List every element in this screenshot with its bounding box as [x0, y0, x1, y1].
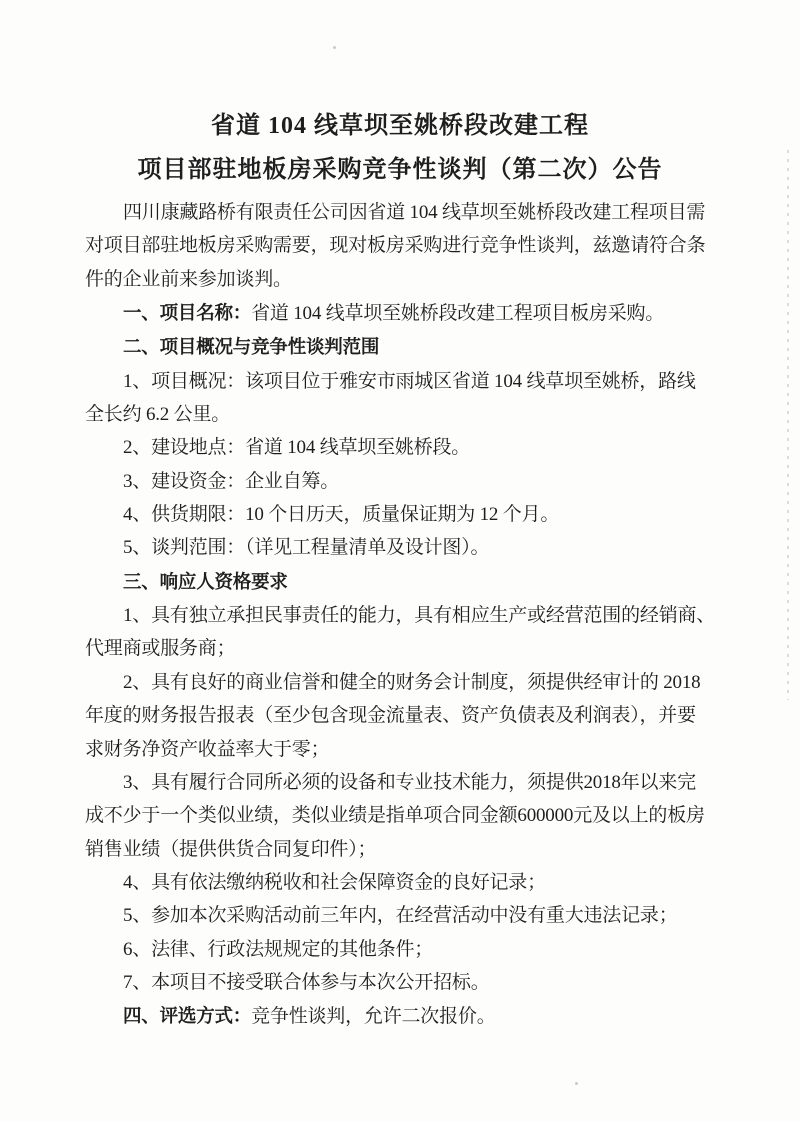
- text-segment: 4、具有依法缴纳税收和社会保障资金的良好记录；: [123, 871, 546, 893]
- text-segment: 2、建设地点：省道 104 线草坝至姚桥段。: [123, 437, 471, 459]
- heading-segment: 一、项目名称：: [123, 302, 252, 324]
- text-line: [85, 296, 725, 330]
- text-line: [85, 799, 725, 832]
- text-segment: 竞争性谈判，允许二次报价。: [251, 1006, 496, 1028]
- title-line-2: 项目部驻地板房采购竞争性谈判（第二次）公告: [137, 157, 663, 183]
- text-line: [85, 733, 725, 766]
- text-segment: 2、具有良好的商业信誉和健全的财务会计制度，须提供经审计的 2018: [123, 671, 701, 693]
- document-body: [85, 196, 725, 1034]
- text-segment: 全长约 6.2 公里。: [85, 404, 231, 426]
- text-segment: 7、本项目不接受联合体参与本次公开招标。: [123, 971, 490, 993]
- text-segment: 5、参加本次采购活动前三年内，在经营活动中没有重大违法记录；: [123, 905, 678, 927]
- text-line: [85, 365, 725, 398]
- text-segment: 3、建设资金：企业自筹。: [123, 470, 340, 492]
- text-segment: 件的企业前来参加谈判。: [85, 268, 292, 290]
- text-line: [85, 899, 725, 932]
- text-segment: 1、项目概况：该项目位于雅安市雨城区省道 104 线草坝至姚桥，路线: [123, 370, 696, 392]
- text-line: [85, 263, 725, 296]
- text-segment: 代理商或服务商；: [85, 638, 236, 660]
- text-line: [85, 196, 725, 229]
- text-line: [85, 465, 725, 498]
- text-segment: 4、供货期限：10 个日历天，质量保证期为 12 个月。: [123, 504, 560, 526]
- text-segment: 对项目部驻地板房采购需要，现对板房采购进行竞争性谈判，兹邀请符合条: [85, 235, 706, 257]
- text-segment: 5、谈判范围：（详见工程量清单及设计图）。: [123, 537, 490, 559]
- heading-segment: 三、响应人资格要求: [123, 570, 288, 592]
- text-line: [85, 866, 725, 899]
- text-line: [85, 966, 725, 999]
- text-line: [85, 999, 725, 1033]
- text-line: [85, 398, 725, 431]
- text-line: [85, 498, 725, 531]
- text-segment: 年度的财务报告报表（至少包含现金流量表、资产负债表及利润表），并要: [85, 705, 696, 727]
- text-line: [85, 565, 725, 599]
- text-line: [85, 766, 725, 799]
- text-line: [85, 632, 725, 665]
- scan-artifact-speck: [333, 46, 336, 49]
- text-line: [85, 330, 725, 364]
- document-title: [0, 104, 800, 192]
- text-segment: 省道 104 线草坝至姚桥段改建工程项目板房采购。: [251, 303, 665, 325]
- text-segment: 6、法律、行政法规规定的其他条件；: [123, 938, 434, 960]
- scan-artifact-edge: [787, 150, 789, 700]
- text-segment: 1、具有独立承担民事责任的能力，具有相应生产或经营范围的经销商、: [123, 605, 716, 627]
- title-line-1: 省道 104 线草坝至姚桥段改建工程: [211, 113, 589, 139]
- text-line: [85, 229, 725, 262]
- text-segment: 3、具有履行合同所必须的设备和专业技术能力，须提供2018年以来完: [123, 771, 696, 793]
- text-segment: 销售业绩（提供供货合同复印件）；: [85, 838, 377, 860]
- text-line: [85, 833, 725, 866]
- text-segment: 求财务净资产收益率大于零；: [85, 738, 330, 760]
- heading-segment: 二、项目概况与竞争性谈判范围: [123, 336, 380, 358]
- text-segment: 成不少于一个类似业绩，类似业绩是指单项合同金额600000元及以上的板房: [85, 805, 705, 827]
- heading-segment: 四、评选方式：: [123, 1005, 252, 1027]
- text-line: [85, 431, 725, 464]
- text-line: [85, 666, 725, 699]
- text-line: [85, 531, 725, 564]
- text-segment: 四川康藏路桥有限责任公司因省道 104 线草坝至姚桥段改建工程项目需: [123, 202, 706, 223]
- text-line: [85, 699, 725, 732]
- scan-artifact-speck: [575, 1082, 578, 1085]
- text-line: [85, 599, 725, 632]
- text-line: [85, 933, 725, 966]
